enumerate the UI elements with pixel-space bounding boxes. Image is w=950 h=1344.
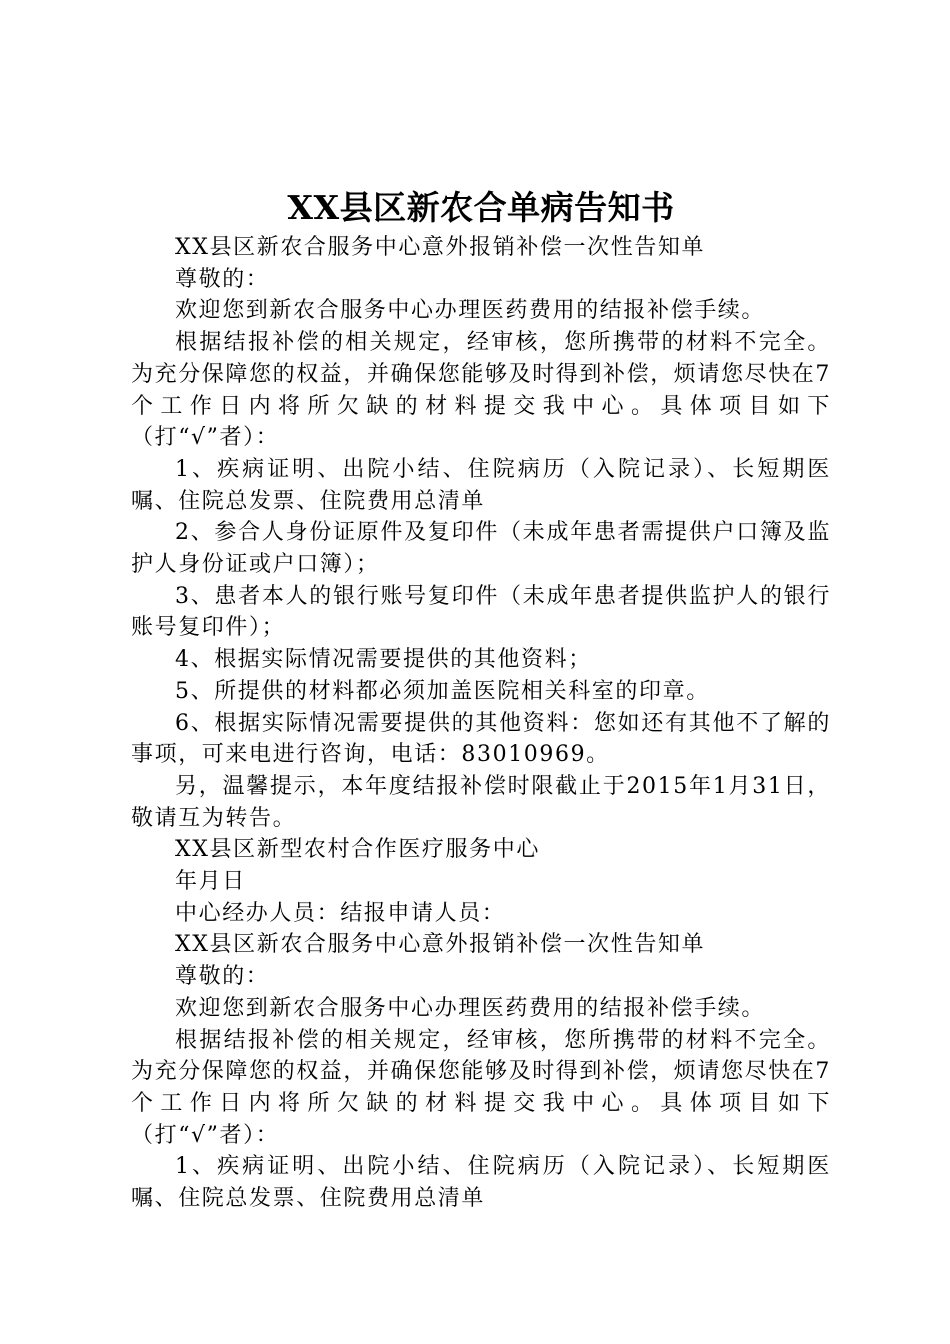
salutation-repeat: 尊敬的： <box>175 964 270 990</box>
salutation: 尊敬的： <box>175 266 270 292</box>
welcome-paragraph-repeat: 欢迎您到新农合服务中心办理医药费用的结报补偿手续。 <box>175 995 766 1021</box>
reminder-paragraph: 另，温馨提示，本年度结报补偿时限截止于2015年1月31日，敬请互为转告。 <box>131 773 831 831</box>
review-paragraph: 根据结报补偿的相关规定，经审核，您所携带的材料不完全。为充分保障您的权益，并确保您能够及时得到补偿，烦请您尽快在7个工作日内将所欠缺的材料提交我中心。具体项目如下（打“√”者）： <box>131 330 831 451</box>
date-line: 年月日 <box>175 869 246 895</box>
welcome-paragraph: 欢迎您到新农合服务中心办理医药费用的结报补偿手续。 <box>175 298 766 324</box>
issuer-name: XX县区新型农村合作医疗服务中心 <box>175 837 540 863</box>
item-4: 4、根据实际情况需要提供的其他资料； <box>175 647 592 673</box>
review-paragraph-repeat: 根据结报补偿的相关规定，经审核，您所携带的材料不完全。为充分保障您的权益，并确保您能够及时得到补偿，烦请您尽快在7个工作日内将所欠缺的材料提交我中心。具体项目如下（打“√”者）： <box>131 1027 831 1148</box>
form-heading-repeat: XX县区新农合服务中心意外报销补偿一次性告知单 <box>175 932 706 958</box>
document-page <box>131 185 831 1215</box>
signature-line: 中心经办人员：结报申请人员： <box>175 900 506 926</box>
item-3: 3、患者本人的银行账号复印件（未成年患者提供监护人的银行账号复印件）； <box>131 583 831 641</box>
item-1-repeat: 1、疾病证明、出院小结、住院病历（入院记录）、长短期医嘱、住院总发票、住院费用总清单 <box>131 1154 831 1212</box>
form-heading: XX县区新农合服务中心意外报销补偿一次性告知单 <box>175 235 706 260</box>
item-6: 6、根据实际情况需要提供的其他资料：您如还有其他不了解的事项，可来电进行咨询，电话：83010969。 <box>131 710 831 768</box>
item-2: 2、参合人身份证原件及复印件（未成年患者需提供户口簿及监护人身份证或户口簿）； <box>131 520 831 578</box>
document-body <box>131 232 831 1215</box>
item-1: 1、疾病证明、出院小结、住院病历（入院记录）、长短期医嘱、住院总发票、住院费用总清单 <box>131 456 831 514</box>
item-5: 5、所提供的材料都必须加盖医院相关科室的印章。 <box>175 678 710 704</box>
document-title: XX县区新农合单病告知书 <box>287 188 675 227</box>
